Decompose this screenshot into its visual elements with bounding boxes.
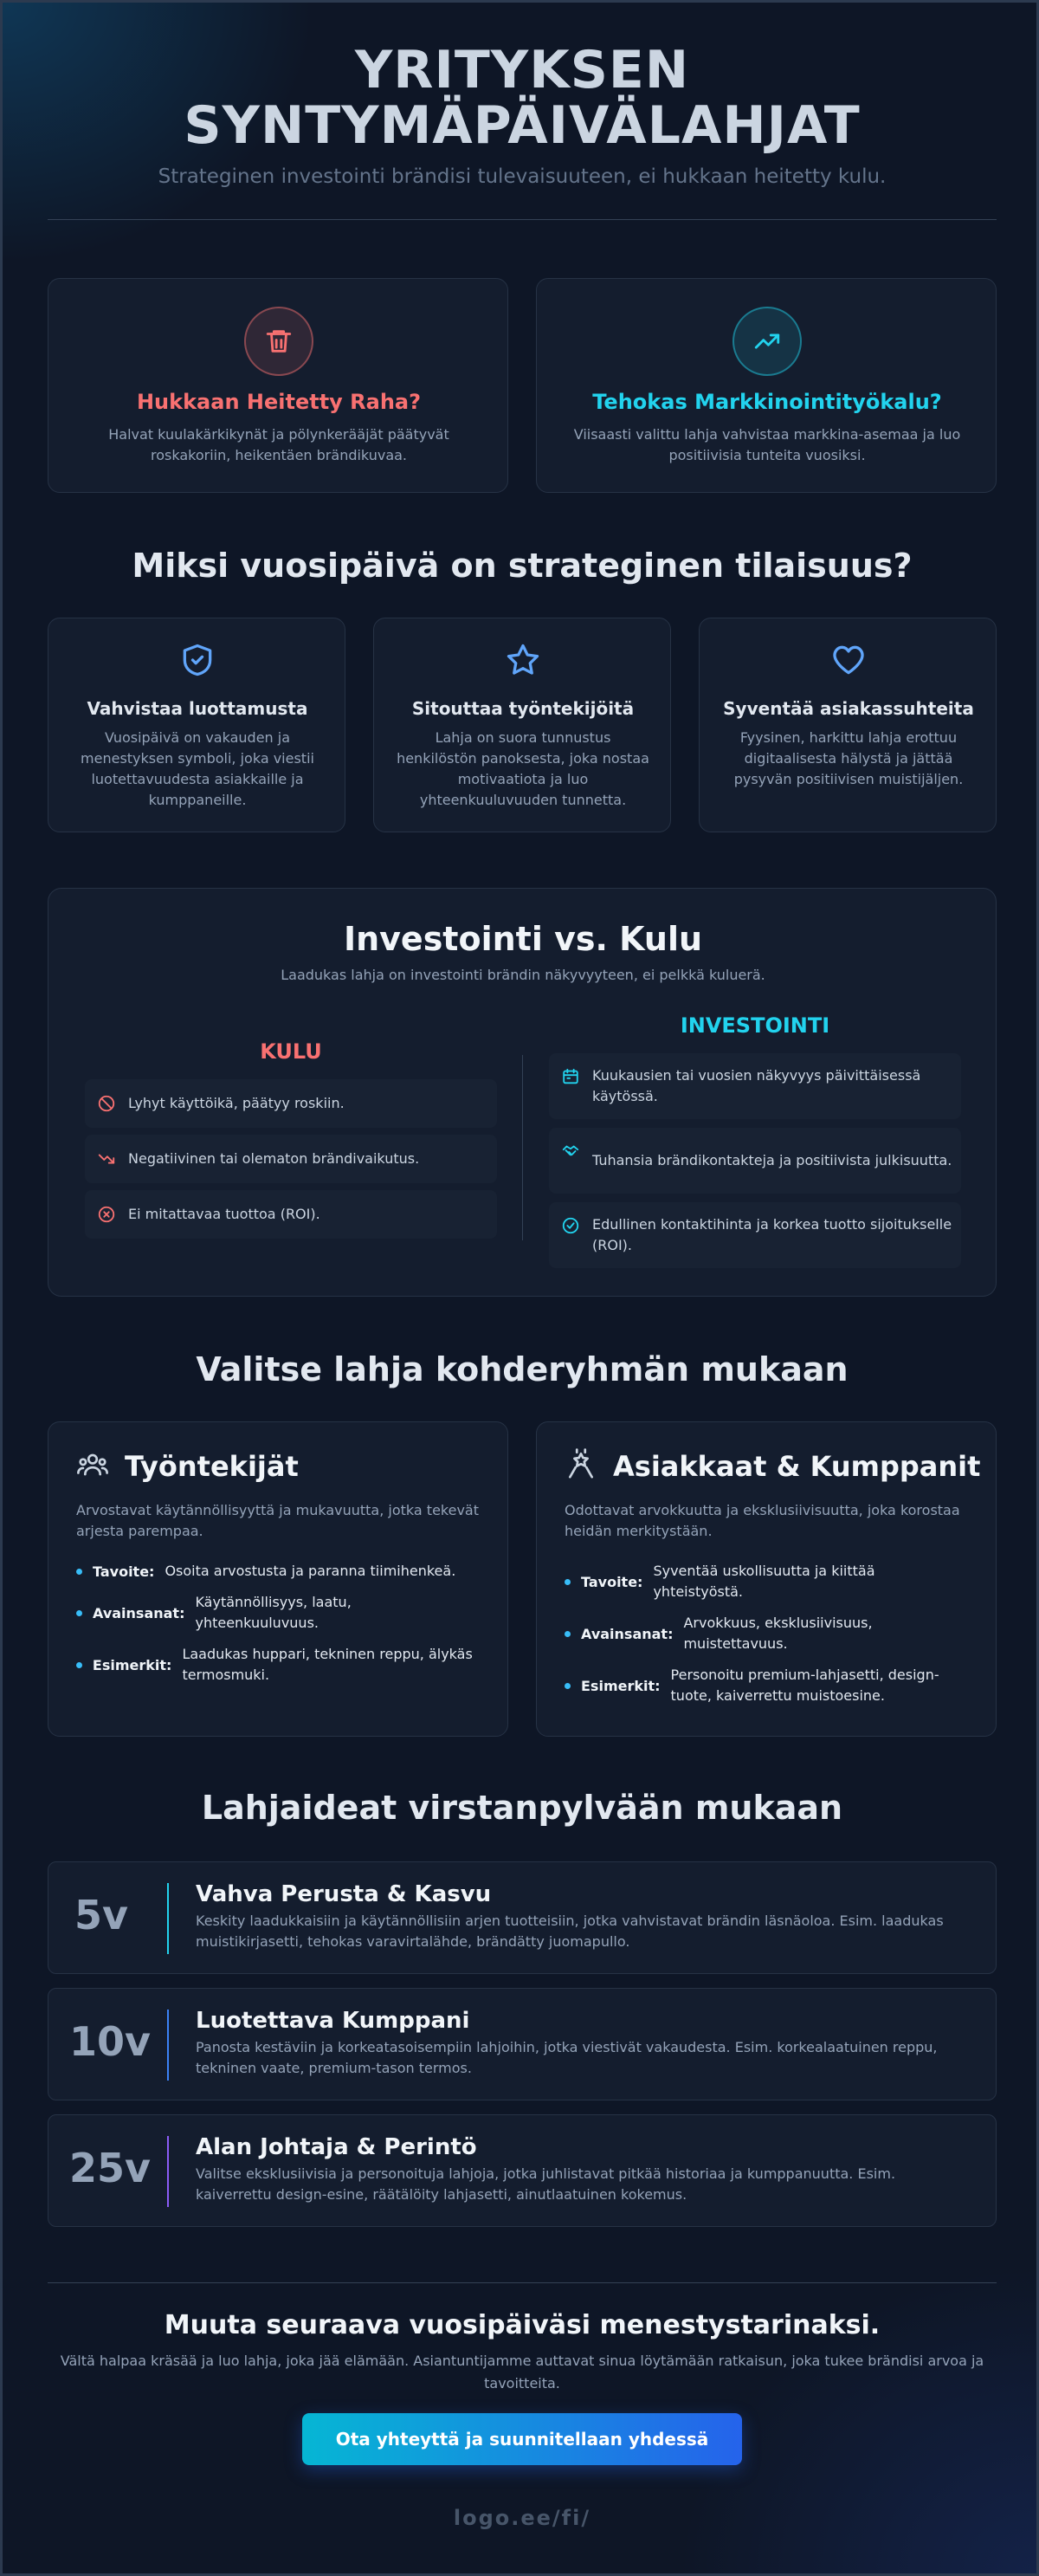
milestone-number: 10v xyxy=(69,2018,151,2065)
bullet-text: Käytännöllisyys, laatu, yhteenkuuluvuus. xyxy=(195,1594,352,1631)
trending-down-icon xyxy=(97,1149,116,1168)
invest-item xyxy=(549,1053,961,1119)
hero-title: YRITYKSEN SYNTYMÄPÄIVÄLAHJAT xyxy=(184,40,861,156)
bullet-item xyxy=(565,1665,970,1706)
milestone-accent-line xyxy=(167,2010,169,2081)
feature-text: Lahja on suora tunnustus henkilöstön panoksesta, joka nostaa motivaatiota ja luo yhteenkuuluvuuden tunnetta. xyxy=(397,729,649,808)
audience-card-employees xyxy=(48,1421,508,1737)
bullet-dot xyxy=(565,1579,571,1585)
bullet-item xyxy=(565,1561,970,1602)
bullet-text: Arvokkuus, eksklusiivisuus, muistettavuus. xyxy=(683,1615,873,1652)
milestone-text: Keskity laadukkaisiin ja käytännöllisiin arjen tuotteisiin, jotka vahvistavat brändin läsnäoloa. Esim. laadukas muistikirjasetti, tehokas varavirtalähde, brändätty juomapullo. xyxy=(196,1913,944,1950)
milestone-title: Alan Johtaja & Perintö xyxy=(196,2134,477,2160)
milestone-card xyxy=(48,1988,997,2100)
check-circle-icon xyxy=(561,1216,580,1235)
milestone-card xyxy=(48,2114,997,2227)
card-title: Hukkaan Heitetty Raha? xyxy=(136,390,422,414)
contact-button[interactable]: Ota yhteyttä ja suunnitellaan yhdessä xyxy=(302,2413,742,2465)
milestone-number: 25v xyxy=(69,2145,151,2191)
card-marketing-tool xyxy=(536,278,997,493)
cost-item-text: Ei mitattavaa tuottoa (ROI). xyxy=(128,1206,320,1222)
divider xyxy=(48,2282,997,2283)
milestone-accent-line xyxy=(167,1883,169,1954)
audience-title: Työntekijät xyxy=(125,1450,299,1483)
audience-title: Asiakkaat & Kumppanit xyxy=(613,1450,981,1483)
users-icon xyxy=(76,1448,109,1481)
bullet-item xyxy=(76,1592,481,1634)
column-divider xyxy=(522,1055,523,1240)
bullet-text: Personoitu premium-lahjasetti, design-tuote, kaiverrettu muistoesine. xyxy=(670,1667,939,1704)
bullet-text: Syventää uskollisuutta ja kiittää yhteistyöstä. xyxy=(653,1563,875,1600)
feature-card-trust xyxy=(48,618,345,832)
feature-title: Sitouttaa työntekijöitä xyxy=(411,698,635,719)
bullet-dot xyxy=(76,1610,82,1616)
bullet-dot xyxy=(76,1569,82,1575)
invest-item-text: Tuhansia brändikontakteja ja positiivista julkisuutta. xyxy=(592,1152,952,1168)
cost-item-text: Lyhyt käyttöikä, päätyy roskiin. xyxy=(128,1095,345,1111)
bullet-label: Esimerkit: xyxy=(92,1656,172,1673)
bullet-label: Avainsanat: xyxy=(581,1625,674,1642)
milestone-number: 5v xyxy=(74,1892,128,1938)
card-text: Halvat kuulakärkikynät ja pölynkerääjät päätyvät roskakoriin, heikentäen brändikuvaa. xyxy=(108,426,449,463)
calendar-icon xyxy=(561,1067,580,1086)
bullet-text: Laadukas huppari, tekninen reppu, älykäs termosmuki. xyxy=(182,1646,473,1683)
audience-intro: Arvostavat käytännöllisyyttä ja mukavuutta, jotka tekevät arjesta parempaa. xyxy=(76,1502,479,1539)
bullet-label: Tavoite: xyxy=(581,1573,643,1590)
cost-label: KULU xyxy=(260,1039,322,1064)
divider xyxy=(48,219,997,220)
audience-card-clients xyxy=(536,1421,997,1737)
bullet-dot xyxy=(565,1631,571,1637)
feature-card-relations xyxy=(699,618,997,832)
section-title-why: Miksi vuosipäivä on strateginen tilaisuus? xyxy=(132,547,913,585)
trending-up-icon xyxy=(732,307,802,376)
cost-item xyxy=(85,1135,497,1183)
bullet-dot xyxy=(565,1683,571,1689)
trash-icon xyxy=(244,307,313,376)
feature-card-engage xyxy=(373,618,671,832)
footer-title: Muuta seuraava vuosipäiväsi menestystarinaksi. xyxy=(164,2310,881,2340)
investment-title: Investointi vs. Kulu xyxy=(343,920,703,958)
milestone-title: Vahva Perusta & Kasvu xyxy=(196,1881,492,1907)
feature-title: Syventää asiakassuhteita xyxy=(723,698,974,719)
bullet-label: Avainsanat: xyxy=(93,1604,185,1621)
bullet-item xyxy=(76,1644,481,1686)
milestone-text: Panosta kestäviin ja korkeatasoisempiin lahjoihin, jotka viestivät vakaudesta. Esim. korkealaatuinen reppu, tekninen vaate, premium-tason termos. xyxy=(196,2039,938,2076)
footer-text: Vältä halpaa kräsää ja luo lahja, joka jää elämään. Asiantuntijamme auttavat sinua löytämään ratkaisun, joka tukee brändisi arvoa ja tavoitteita. xyxy=(60,2353,984,2392)
cost-item-text: Negatiivinen tai olematon brändivaikutus. xyxy=(128,1150,420,1167)
card-wasted-money xyxy=(48,278,508,493)
audience-intro: Odottavat arvokkuutta ja eksklusiivisuutta, joka korostaa heidän merkitystään. xyxy=(565,1502,960,1539)
heart-icon xyxy=(829,641,868,679)
milestone-card xyxy=(48,1861,997,1974)
bullet-item xyxy=(565,1613,970,1654)
cost-item xyxy=(85,1190,497,1239)
invest-item xyxy=(549,1202,961,1268)
hero-subtitle: Strateginen investointi brändisi tulevaisuuteen, ei hukkaan heitetty kulu. xyxy=(158,165,887,188)
card-text: Viisaasti valittu lahja vahvistaa markkina-asemaa ja luo positiivisia tunteita vuosiksi. xyxy=(573,426,961,463)
feature-text: Fyysinen, harkittu lahja erottuu digitaalisesta hälystä ja jättää pysyvän positiivisen muistijäljen. xyxy=(733,729,964,787)
card-title: Tehokas Markkinointityökalu? xyxy=(592,390,942,414)
x-circle-icon xyxy=(97,1205,116,1224)
invest-item-text: Edullinen kontaktihinta ja korkea tuotto sijoitukselle (ROI). xyxy=(592,1216,952,1253)
award-icon xyxy=(565,1448,597,1481)
invest-item xyxy=(549,1128,961,1194)
section-title-audience: Valitse lahja kohderyhmän mukaan xyxy=(196,1350,849,1388)
milestone-title: Luotettava Kumppani xyxy=(196,2008,470,2034)
feature-text: Vuosipäivä on vakauden ja menestyksen symboli, joka viestii luotettavuudesta asiakkaille ja kumppaneille. xyxy=(81,729,314,808)
invest-label: INVESTOINTI xyxy=(680,1013,830,1038)
handshake-icon xyxy=(561,1142,580,1161)
feature-title: Vahvistaa luottamusta xyxy=(87,698,308,719)
shield-check-icon xyxy=(178,641,216,679)
bullet-label: Tavoite: xyxy=(93,1563,155,1580)
star-icon xyxy=(504,641,542,679)
milestone-text: Valitse eksklusiivisia ja personoituja lahjoja, jotka juhlistavat pitkää historiaa ja kumppanuutta. Esim. kaiverrettu design-esine, räätälöity lahjasetti, ainutlaatuinen kokemus. xyxy=(196,2165,896,2203)
section-title-milestones: Lahjaideat virstanpylvään mukaan xyxy=(201,1789,843,1827)
investment-panel xyxy=(48,888,997,1297)
logo[interactable]: logo.ee/fi/ xyxy=(453,2506,591,2530)
investment-subtitle: Laadukas lahja on investointi brändin näkyvyyteen, ei pelkkä kuluerä. xyxy=(281,967,765,983)
invest-item-text: Kuukausien tai vuosien näkyvyys päivittäisessä käytössä. xyxy=(592,1067,921,1104)
milestone-accent-line xyxy=(167,2136,169,2207)
cost-item xyxy=(85,1079,497,1128)
bullet-label: Esimerkit: xyxy=(581,1677,661,1694)
bullet-item xyxy=(76,1561,481,1582)
ban-icon xyxy=(97,1094,116,1113)
bullet-text: Osoita arvostusta ja paranna tiimihenkeä. xyxy=(165,1563,456,1579)
bullet-dot xyxy=(76,1662,82,1668)
